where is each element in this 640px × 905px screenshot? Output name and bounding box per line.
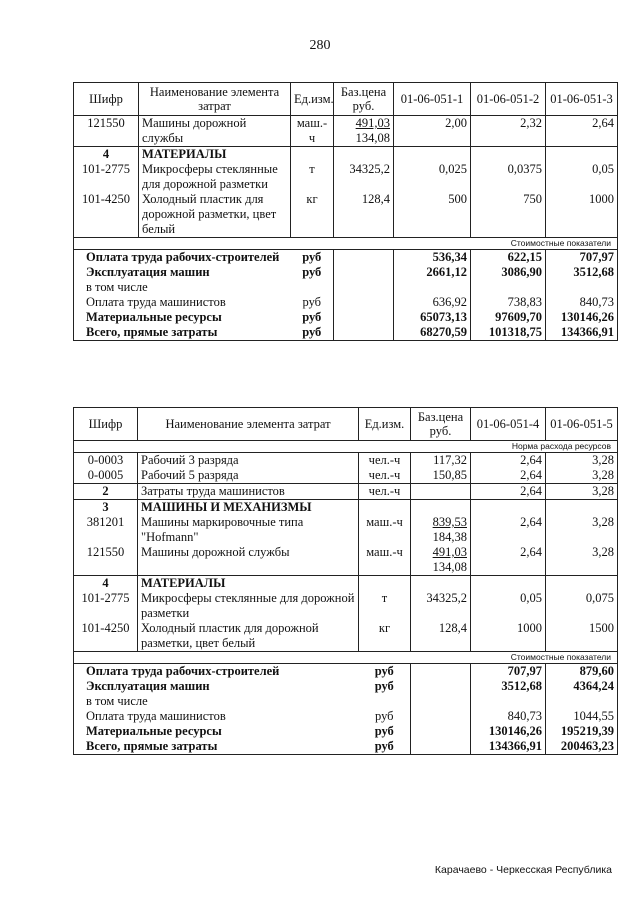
name-cell: Рабочий 5 разряда	[138, 468, 359, 484]
value-cell: 2,64	[546, 116, 618, 147]
unit-cell: т	[291, 162, 334, 192]
section-note-row	[74, 441, 618, 453]
base-price-sub: 134,08	[355, 131, 390, 145]
cost-unit: руб	[291, 265, 334, 280]
cost-value: 195219,39	[546, 724, 618, 739]
cost-value: 707,97	[546, 250, 618, 266]
name-cell: Машины дорожной службы	[138, 545, 359, 576]
cost-unit: руб	[291, 325, 334, 341]
cost-value	[471, 694, 546, 709]
empty-cell	[471, 576, 546, 592]
value-cell: 1000	[471, 621, 546, 652]
name-cell: Машины маркировочные типа "Hofmann"	[138, 515, 359, 545]
price-cell	[411, 484, 471, 500]
table-row	[74, 468, 618, 484]
cost-value: 134366,91	[546, 325, 618, 341]
cost-unit: руб	[291, 310, 334, 325]
cost-unit: руб	[291, 295, 334, 310]
code-cell: 101-2775	[74, 162, 139, 192]
value-cell: 2,64	[471, 484, 546, 500]
empty-cell	[291, 147, 334, 163]
footer-region: Карачаево - Черкесская Республика	[434, 864, 612, 876]
table-row	[74, 453, 618, 469]
name-cell: Микросферы стеклянные для дорожной разметки	[139, 162, 291, 192]
price-cell	[411, 468, 471, 484]
price-cell	[411, 591, 471, 621]
unit-cell: чел.-ч	[359, 453, 411, 469]
value-cell: 3,28	[546, 545, 618, 576]
group-row	[74, 500, 618, 516]
empty-cell	[334, 250, 394, 266]
cost-value: 879,60	[546, 664, 618, 680]
code-cell: 101-2775	[74, 591, 138, 621]
cost-unit: руб	[291, 250, 334, 266]
value-cell: 0,0375	[471, 162, 546, 192]
value-cell: 0,05	[471, 591, 546, 621]
value-cell: 3,28	[546, 453, 618, 469]
value-cell: 0,025	[394, 162, 471, 192]
empty-cell	[334, 325, 394, 341]
empty-cell	[394, 147, 471, 163]
cost-row	[74, 265, 618, 280]
value-cell: 3,28	[546, 515, 618, 545]
value-cell: 2,00	[394, 116, 471, 147]
cost-unit: руб	[359, 679, 411, 694]
empty-cell	[471, 147, 546, 163]
table-row	[74, 484, 618, 500]
cost-row	[74, 679, 618, 694]
value-cell: 2,64	[471, 453, 546, 469]
cost-row	[74, 295, 618, 310]
code-cell: 121550	[74, 545, 138, 576]
cost-value: 200463,23	[546, 739, 618, 755]
column-header: Наименование элемента затрат	[139, 83, 291, 116]
column-header: 01-06-051-4	[471, 408, 546, 441]
cost-value	[471, 280, 546, 295]
cost-unit: руб	[359, 709, 411, 724]
code-cell: 101-4250	[74, 621, 138, 652]
price-cell	[334, 192, 394, 238]
cost-value: 3512,68	[546, 265, 618, 280]
base-price: 491,03	[355, 116, 390, 130]
name-cell: Холодный пластик для дорожной разметки, цвет белый	[138, 621, 359, 652]
unit-cell: т	[359, 591, 411, 621]
code-cell: 381201	[74, 515, 138, 545]
group-title: МАТЕРИАЛЫ	[138, 576, 359, 592]
column-header: 01-06-051-2	[471, 83, 546, 116]
column-header: 01-06-051-1	[394, 83, 471, 116]
column-header: Ед.изм.	[291, 83, 334, 116]
cost-value: 2661,12	[394, 265, 471, 280]
cost-row	[74, 694, 618, 709]
cost-label: Материальные ресурсы	[74, 310, 291, 325]
column-header: Шифр	[74, 408, 138, 441]
cost-label: Эксплуатация машин	[74, 265, 291, 280]
empty-cell	[411, 679, 471, 694]
cost-row	[74, 709, 618, 724]
cost-unit: руб	[359, 664, 411, 680]
value-cell: 2,64	[471, 545, 546, 576]
column-header: 01-06-051-5	[546, 408, 618, 441]
cost-row	[74, 280, 618, 295]
value-cell: 1000	[546, 192, 618, 238]
cost-unit	[291, 280, 334, 295]
table-row	[74, 621, 618, 652]
value-cell: 0,05	[546, 162, 618, 192]
base-price-sub: 134,08	[432, 560, 467, 574]
column-header: 01-06-051-3	[546, 83, 618, 116]
empty-cell	[359, 576, 411, 592]
cost-value: 65073,13	[394, 310, 471, 325]
base-price: 128,4	[361, 192, 390, 206]
cost-row	[74, 325, 618, 341]
resource-table-2	[73, 407, 618, 755]
empty-cell	[334, 265, 394, 280]
unit-cell: кг	[359, 621, 411, 652]
cost-value	[546, 694, 618, 709]
unit-cell: маш.-ч	[291, 116, 334, 147]
column-header: Баз.цена руб.	[411, 408, 471, 441]
column-header: Шифр	[74, 83, 139, 116]
section-note-row	[74, 238, 618, 250]
value-cell: 0,075	[546, 591, 618, 621]
value-cell: 3,28	[546, 484, 618, 500]
empty-cell	[359, 500, 411, 516]
cost-row	[74, 310, 618, 325]
base-price-sub: 184,38	[432, 530, 467, 544]
empty-cell	[546, 576, 618, 592]
empty-cell	[411, 739, 471, 755]
cost-value: 134366,91	[471, 739, 546, 755]
cost-value: 101318,75	[471, 325, 546, 341]
cost-value: 97609,70	[471, 310, 546, 325]
page-number: 280	[309, 38, 331, 53]
cost-row	[74, 724, 618, 739]
cost-label: Всего, прямые затраты	[74, 325, 291, 341]
empty-cell	[471, 500, 546, 516]
cost-label: Эксплуатация машин	[74, 679, 359, 694]
name-cell: Холодный пластик для дорожной разметки, цвет белый	[139, 192, 291, 238]
empty-cell	[546, 147, 618, 163]
group-title: МАТЕРИАЛЫ	[139, 147, 291, 163]
value-cell: 2,64	[471, 468, 546, 484]
base-price: 150,85	[432, 468, 467, 482]
cost-label: в том числе	[74, 694, 359, 709]
value-cell: 500	[394, 192, 471, 238]
cost-value: 738,83	[471, 295, 546, 310]
table-row	[74, 545, 618, 576]
cost-unit: руб	[359, 739, 411, 755]
cost-value: 622,15	[471, 250, 546, 266]
cost-value: 130146,26	[471, 724, 546, 739]
value-cell: 2,64	[471, 515, 546, 545]
table-row	[74, 162, 618, 192]
base-price: 128,4	[438, 621, 467, 635]
empty-cell	[411, 576, 471, 592]
cost-value: 636,92	[394, 295, 471, 310]
unit-cell: маш.-ч	[359, 515, 411, 545]
unit-cell: маш.-ч	[359, 545, 411, 576]
empty-cell	[411, 724, 471, 739]
section-note: Стоимостные показатели	[74, 238, 618, 250]
table-row	[74, 192, 618, 238]
section-note: Норма расхода ресурсов	[74, 441, 618, 453]
table-row	[74, 515, 618, 545]
group-row	[74, 147, 618, 163]
price-cell	[411, 545, 471, 576]
column-header: Ед.изм.	[359, 408, 411, 441]
section-note: Стоимостные показатели	[74, 652, 618, 664]
base-price: 34325,2	[349, 162, 390, 176]
value-cell: 750	[471, 192, 546, 238]
name-cell: Затраты труда машинистов	[138, 484, 359, 500]
empty-cell	[334, 280, 394, 295]
name-cell: Машины дорожной службы	[139, 116, 291, 147]
resource-table-1	[73, 82, 618, 341]
cost-value: 3086,90	[471, 265, 546, 280]
cost-label: Оплата труда машинистов	[74, 295, 291, 310]
section-note-row	[74, 652, 618, 664]
cost-value: 130146,26	[546, 310, 618, 325]
table-row	[74, 591, 618, 621]
group-code: 4	[74, 147, 139, 163]
column-header: Наименование элемента затрат	[138, 408, 359, 441]
cost-unit	[359, 694, 411, 709]
value-cell: 2,32	[471, 116, 546, 147]
code-cell: 101-4250	[74, 192, 139, 238]
group-code: 4	[74, 576, 138, 592]
name-cell: Микросферы стеклянные для дорожной разметки	[138, 591, 359, 621]
group-code: 3	[74, 500, 138, 516]
table-row	[74, 116, 618, 147]
name-cell: Рабочий 3 разряда	[138, 453, 359, 469]
empty-cell	[334, 310, 394, 325]
cost-value: 840,73	[471, 709, 546, 724]
unit-cell: чел.-ч	[359, 484, 411, 500]
code-cell: 121550	[74, 116, 139, 147]
base-price: 34325,2	[426, 591, 467, 605]
cost-row	[74, 739, 618, 755]
value-cell: 3,28	[546, 468, 618, 484]
unit-cell: кг	[291, 192, 334, 238]
cost-row	[74, 250, 618, 266]
code-cell: 2	[74, 484, 138, 500]
cost-label: Оплата труда рабочих-строителей	[74, 250, 291, 266]
group-title: МАШИНЫ И МЕХАНИЗМЫ	[138, 500, 359, 516]
price-cell	[411, 515, 471, 545]
value-cell: 1500	[546, 621, 618, 652]
code-cell: 0-0005	[74, 468, 138, 484]
cost-label: Оплата труда машинистов	[74, 709, 359, 724]
cost-value: 707,97	[471, 664, 546, 680]
cost-label: Всего, прямые затраты	[74, 739, 359, 755]
price-cell	[411, 621, 471, 652]
empty-cell	[411, 709, 471, 724]
cost-value: 68270,59	[394, 325, 471, 341]
price-cell	[334, 162, 394, 192]
column-header: Баз.цена руб.	[334, 83, 394, 116]
base-price: 117,32	[433, 453, 467, 467]
cost-row	[74, 664, 618, 680]
header-row	[74, 408, 618, 441]
cost-unit: руб	[359, 724, 411, 739]
cost-value: 1044,55	[546, 709, 618, 724]
empty-cell	[411, 664, 471, 680]
code-cell: 0-0003	[74, 453, 138, 469]
empty-cell	[334, 295, 394, 310]
price-cell	[334, 116, 394, 147]
price-cell	[411, 453, 471, 469]
base-price: 491,03	[432, 545, 467, 559]
empty-cell	[546, 500, 618, 516]
cost-value: 840,73	[546, 295, 618, 310]
unit-cell: чел.-ч	[359, 468, 411, 484]
cost-label: в том числе	[74, 280, 291, 295]
cost-value: 536,34	[394, 250, 471, 266]
cost-value	[546, 280, 618, 295]
cost-value: 3512,68	[471, 679, 546, 694]
cost-value	[394, 280, 471, 295]
cost-label: Оплата труда рабочих-строителей	[74, 664, 359, 680]
empty-cell	[411, 500, 471, 516]
cost-label: Материальные ресурсы	[74, 724, 359, 739]
group-row	[74, 576, 618, 592]
header-row	[74, 83, 618, 116]
base-price: 839,53	[432, 515, 467, 529]
cost-value: 4364,24	[546, 679, 618, 694]
empty-cell	[334, 147, 394, 163]
empty-cell	[411, 694, 471, 709]
